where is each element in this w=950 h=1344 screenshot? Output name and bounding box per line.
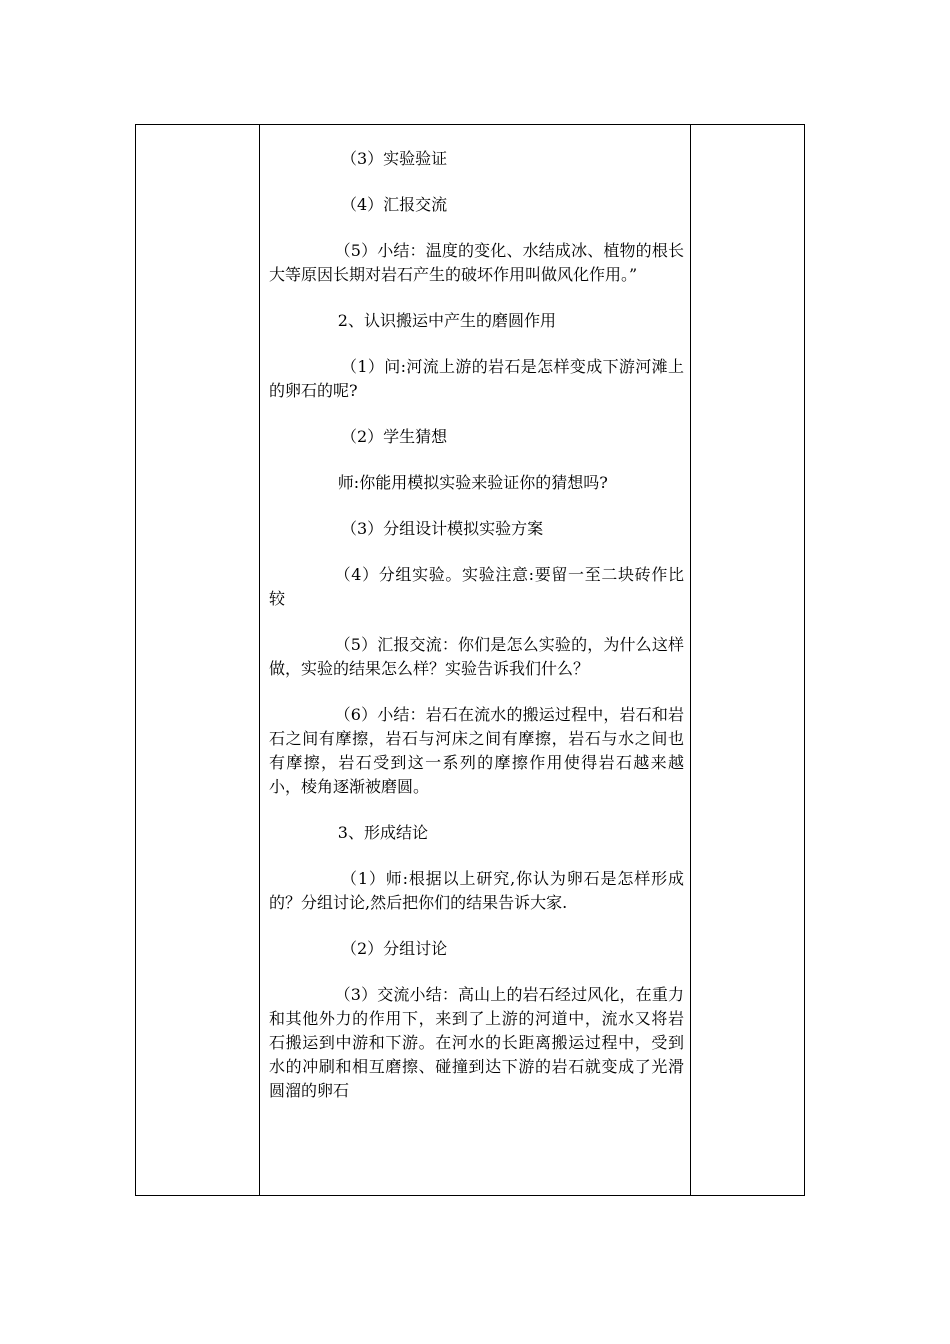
- paragraph-final-summary: （3）交流小结：高山上的岩石经过风化，在重力和其他外力的作用下，来到了上游的河道中，流水又将岩石搬运到中游和下游。在河水的长距离搬运过程中，受到水的冲刷和相互磨擦、碰撞到达下游的岩石就变成了光滑圆溜的卵石: [269, 985, 684, 1100]
- paragraph-group-design: （3）分组设计模拟实验方案: [341, 519, 544, 538]
- lesson-table: [135, 124, 805, 1196]
- paragraph-experiment-verify: （3）实验验证: [341, 149, 448, 168]
- table-cell-right: [691, 125, 804, 1195]
- paragraph-summary-friction: （6）小结：岩石在流水的搬运过程中，岩石和岩石之间有摩擦，岩石与河床之间有摩擦，岩石与水之间也有摩擦，岩石受到这一系列的摩擦作用使得岩石越来越小，棱角逐渐被磨圆。: [269, 705, 684, 796]
- paragraph-question: （1）问:河流上游的岩石是怎样变成下游河滩上的卵石的呢?: [269, 357, 684, 400]
- paragraph-summary-weathering: （5）小结：温度的变化、水结成冰、植物的根长大等原因长期对岩石产生的破坏作用叫做风化作用。”: [269, 241, 684, 284]
- table-cell-left: [136, 125, 259, 1195]
- paragraph-group-experiment: （4）分组实验。实验注意:要留一至二块砖作比较: [269, 565, 684, 608]
- paragraph-heading-conclusion: 3、形成结论: [337, 823, 428, 842]
- paragraph-student-guess: （2）学生猜想: [341, 427, 448, 446]
- paragraph-group-discussion: （2）分组讨论: [341, 939, 448, 958]
- paragraph-teacher-question: （1）师:根据以上研究,你认为卵石是怎样形成的？分组讨论,然后把你们的结果告诉大家.: [269, 869, 684, 912]
- paragraph-teacher-prompt: 师:你能用模拟实验来验证你的猜想吗?: [337, 473, 608, 492]
- paragraph-heading-rounding: 2、认识搬运中产生的磨圆作用: [337, 311, 556, 330]
- lesson-content-cell: [269, 147, 684, 1125]
- paragraph-report-exchange: （4）汇报交流: [341, 195, 448, 214]
- paragraph-report-questions: （5）汇报交流：你们是怎么实验的，为什么这样做，实验的结果怎么样？实验告诉我们什么？: [269, 635, 684, 678]
- column-divider: [259, 125, 260, 1195]
